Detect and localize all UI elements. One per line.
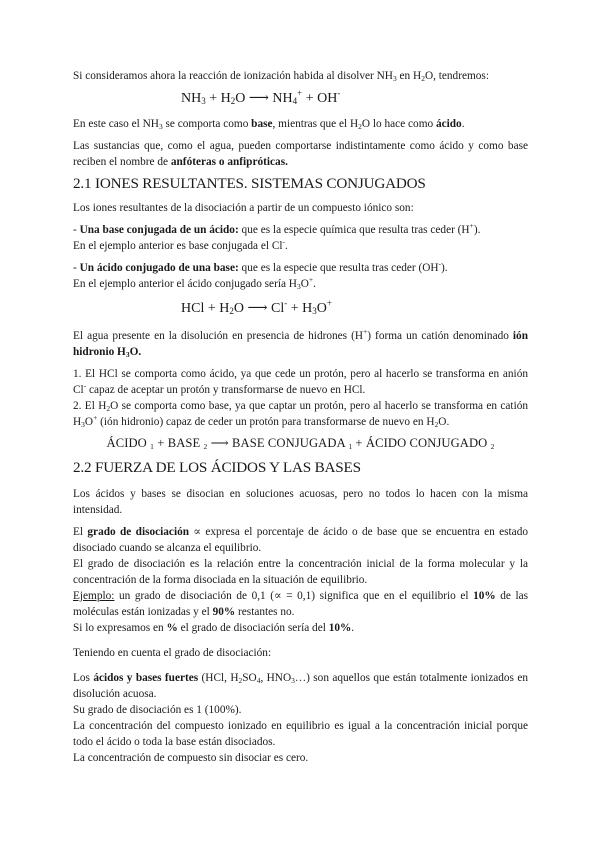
conjugate-base-example: En el ejemplo anterior es base conjugada el Cl-.: [73, 237, 288, 252]
conjugate-base-definition: - Una base conjugada de un ácido: que es la especie química que resulta tras ceder (H+).: [73, 221, 481, 236]
document-page: [73, 68, 528, 766]
base-acid-paragraph: En este caso el $NH_3$ se comporta como base, mientras que el $H_2O$ lo hace como ácido.: [73, 118, 465, 131]
example-paragraph: Ejemplo: un grado de disociación de 0,1 (∝ = 0,1) significa que en el equilibrio el 10% de las moléculas están ionizadas y el 90% restantes no.: [73, 590, 528, 618]
intro-paragraph: Si consideramos ahora la reacción de ionización habida al disolver $NH_3$ en $H_2O$, tendremos:: [73, 70, 489, 83]
percent-paragraph: Si lo expresamos en % el grado de disociación sería del 10%.: [73, 622, 355, 634]
dissociation-intro-paragraph: Los ácidos y bases se disocian en soluciones acuosas, pero no todos lo hacen con la misma intensidad.: [73, 488, 528, 516]
degree-100-paragraph: Su grado de disociación es 1 (100%).: [73, 704, 242, 716]
considering-paragraph: Teniendo en cuenta el grado de disociación:: [73, 647, 272, 659]
strong-acids-paragraph: Los ácidos y bases fuertes (HCl, $H_2SO_4$, $HNO_3\dots$) son aquellos que están totalmente ionizados en disolución acuosa.: [73, 672, 528, 700]
equation-ammonia: $NH_3 + H_2O$ ⟶ $NH_4^+ + OH^-$: [181, 88, 341, 106]
hydronium-paragraph: El agua presente en la disolución en presencia de hidrones (H+) forma un catión denominado ión hidronio $H_3O$.: [73, 327, 528, 359]
equation-conjugate-pairs: ÁCIDO $_1$ + BASE $_2$ ⟶ BASE CONJUGADA $_1$ + ÁCIDO CONJUGADO $_2$: [106, 436, 495, 451]
section-heading-2-2: 2.2 FUERZA DE LOS ÁCIDOS Y LAS BASES: [73, 459, 361, 476]
undissociated-paragraph: La concentración de compuesto sin disociar es cero.: [73, 752, 309, 764]
degree-relation-paragraph: El grado de disociación es la relación entre la concentración inicial de la forma molecular y la concentración de la forma disociada en la situación de equilibrio.: [73, 558, 528, 586]
equilibrium-concentration-paragraph: La concentración del compuesto ionizado en equilibrio es igual a la concentración inicial porque todo el ácido o toda la base están disociados.: [73, 720, 528, 748]
conjugate-acid-definition: - Un ácido conjugado de una base: que es la especie que resulta tras ceder (OH-).: [73, 259, 448, 274]
equation-hcl: HCl + $H_2O$ ⟶ $Cl^- + H_3O^+$: [181, 298, 332, 316]
point-1-paragraph: 1. El HCl se comporta como ácido, ya que cede un protón, pero al hacerlo se transforma en anión Cl- capaz de aceptar un protón y transformarse de nuevo en HCl.: [73, 368, 528, 396]
degree-definition-paragraph: El grado de disociación ∝ expresa el porcentaje de ácido o de base que se encuentra en estado disociado cuando se alcanza el equilibrio.: [73, 526, 528, 554]
section-heading-2-1: 2.1 IONES RESULTANTES. SISTEMAS CONJUGADOS: [73, 175, 426, 192]
amphoteric-paragraph: Las sustancias que, como el agua, pueden comportarse indistintamente como ácido y como base reciben el nombre de anfóteras o anfipróticas.: [73, 140, 528, 168]
ions-intro-paragraph: Los iones resultantes de la disociación a partir de un compuesto iónico son:: [73, 202, 414, 214]
point-2-paragraph: 2. El $H_2O$ se comporta como base, ya que captar un protón, pero al hacerlo se transforma en catión $H_3O^+$ (ión hidronio) capaz de ceder un protón para transformarse de nuevo en $H_2O$.: [73, 400, 528, 429]
conjugate-acid-example: En el ejemplo anterior el ácido conjugado sería $H_3O^+$.: [73, 275, 316, 291]
